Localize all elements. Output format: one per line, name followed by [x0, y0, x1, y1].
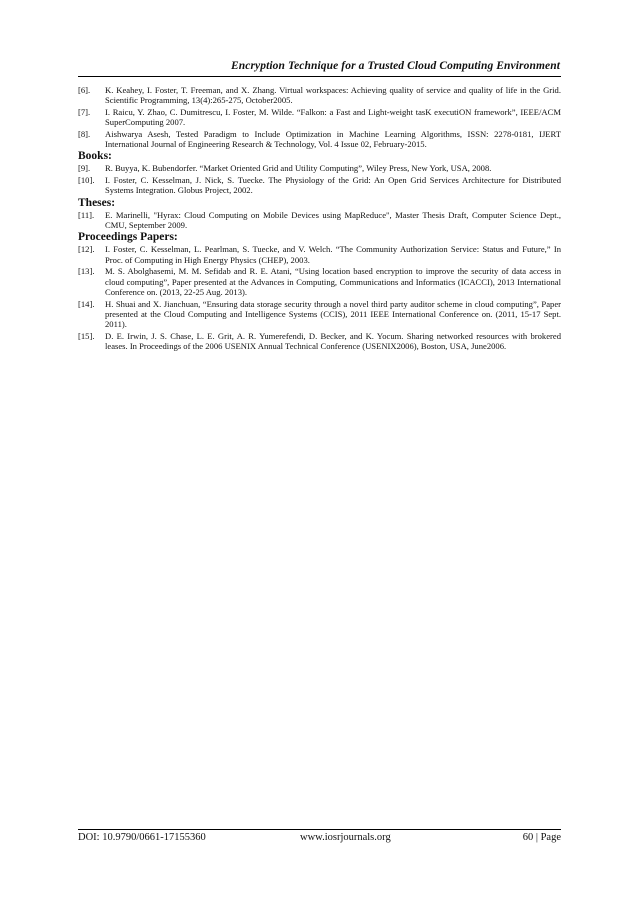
- proceedings-list: [78, 244, 561, 351]
- reference-number: [8].: [78, 128, 91, 139]
- reference-text: E. Marinelli, "Hyrax: Cloud Computing on Mobile Devices using MapReduce", Master Thesis Draft, Computer Science Dept., CMU, September 2009.: [105, 209, 561, 231]
- reference-text: D. E. Irwin, J. S. Chase, L. E. Grit, A. R. Yumerefendi, D. Becker, and K. Yocum. Sharing networked resources with brokered leases. In Proceedings of the 2006 USENIX Annual Technical Conference (USENIX2006), Boston, USA, June2006.: [105, 330, 561, 352]
- reference-number: [13].: [78, 266, 95, 277]
- references-top-list: [78, 85, 561, 149]
- reference-number: [12].: [78, 244, 95, 255]
- proceedings-heading: Proceedings Papers:: [78, 231, 178, 244]
- reference-number: [6].: [78, 85, 91, 95]
- reference-text: K. Keahey, I. Foster, T. Freeman, and X. Zhang. Virtual workspaces: Achieving quality of service and quality of life in the Grid. Scientific Programming, 13(4):265-275, October2005.: [105, 85, 561, 106]
- reference-text: I. Foster, C. Kesselman, J. Nick, S. Tuecke. The Physiology of the Grid: An Open Grid Services Architecture for Distributed Systems Integration. Globus Project, 2002.: [105, 174, 561, 196]
- theses-heading: Theses:: [78, 196, 116, 209]
- footer-doi: DOI: 10.9790/0661-17155360: [78, 832, 206, 843]
- reference-item: [78, 244, 561, 265]
- reference-number: [15].: [78, 330, 95, 341]
- footer-page-number: 60 | Page: [522, 832, 561, 843]
- reference-item: [78, 85, 561, 106]
- reference-item: [78, 129, 561, 150]
- reference-item: [78, 107, 561, 128]
- reference-item: [78, 331, 561, 352]
- reference-text: I. Foster, C. Kesselman, L. Pearlman, S. Tuecke, and V. Welch. “The Community Authorization Service: Status and Future,” In Proc. of Computing in High Energy Physics (CHEP), 2003.: [105, 244, 561, 265]
- reference-text: Aishwarya Asesh, Tested Paradigm to Include Optimization in Machine Learning Algorithms, ISSN: 2278-0181, IJERT International Journal of Engineering Research & Technology, Vol. 4 Issue 02, February-2015.: [105, 128, 561, 150]
- header-divider: [78, 76, 561, 77]
- reference-number: [10].: [78, 174, 95, 185]
- books-heading: Books:: [78, 150, 112, 163]
- reference-item: [78, 266, 561, 297]
- reference-number: [7].: [78, 106, 91, 117]
- reference-number: [11].: [78, 209, 95, 220]
- reference-number: [9].: [78, 163, 91, 174]
- reference-item: [78, 163, 561, 173]
- reference-item: [78, 299, 561, 330]
- reference-text: M. S. Abolghasemi, M. M. Sefidab and R. E. Atani, “Using location based encryption to improve the security of data access in cloud computing”, Paper presented at the Advances in Computing, Communications and Informatics (ICACCI), 2013 International Conference on. (2013, 22-25 Aug. 2013).: [105, 266, 561, 298]
- footer-website: www.iosrjournals.org: [300, 832, 391, 843]
- theses-list: [78, 210, 561, 231]
- books-list: [78, 163, 561, 195]
- reference-text: R. Buyya, K. Bubendorfer. “Market Oriented Grid and Utility Computing”, Wiley Press, New York, USA, 2008.: [105, 163, 492, 174]
- reference-text: H. Shuai and X. Jianchuan, “Ensuring data storage security through a novel third party auditor scheme in cloud computing”, Paper presented at the Cloud Computing and Intelligence Systems (CCIS), 2011 IEEE International Conference on. (2011, 15-17 Sept. 2011).: [105, 298, 561, 330]
- footer-divider: [78, 829, 561, 830]
- references-section: [78, 85, 561, 353]
- reference-number: [14].: [78, 298, 95, 309]
- reference-text: I. Raicu, Y. Zhao, C. Dumitrescu, I. Foster, M. Wilde. “Falkon: a Fast and Light-weight tasK executiON framework”, IEEE/ACM SuperComputing 2007.: [105, 106, 561, 128]
- running-title: Encryption Technique for a Trusted Cloud Computing Environment: [230, 60, 560, 72]
- reference-item: [78, 175, 561, 196]
- reference-item: [78, 210, 561, 231]
